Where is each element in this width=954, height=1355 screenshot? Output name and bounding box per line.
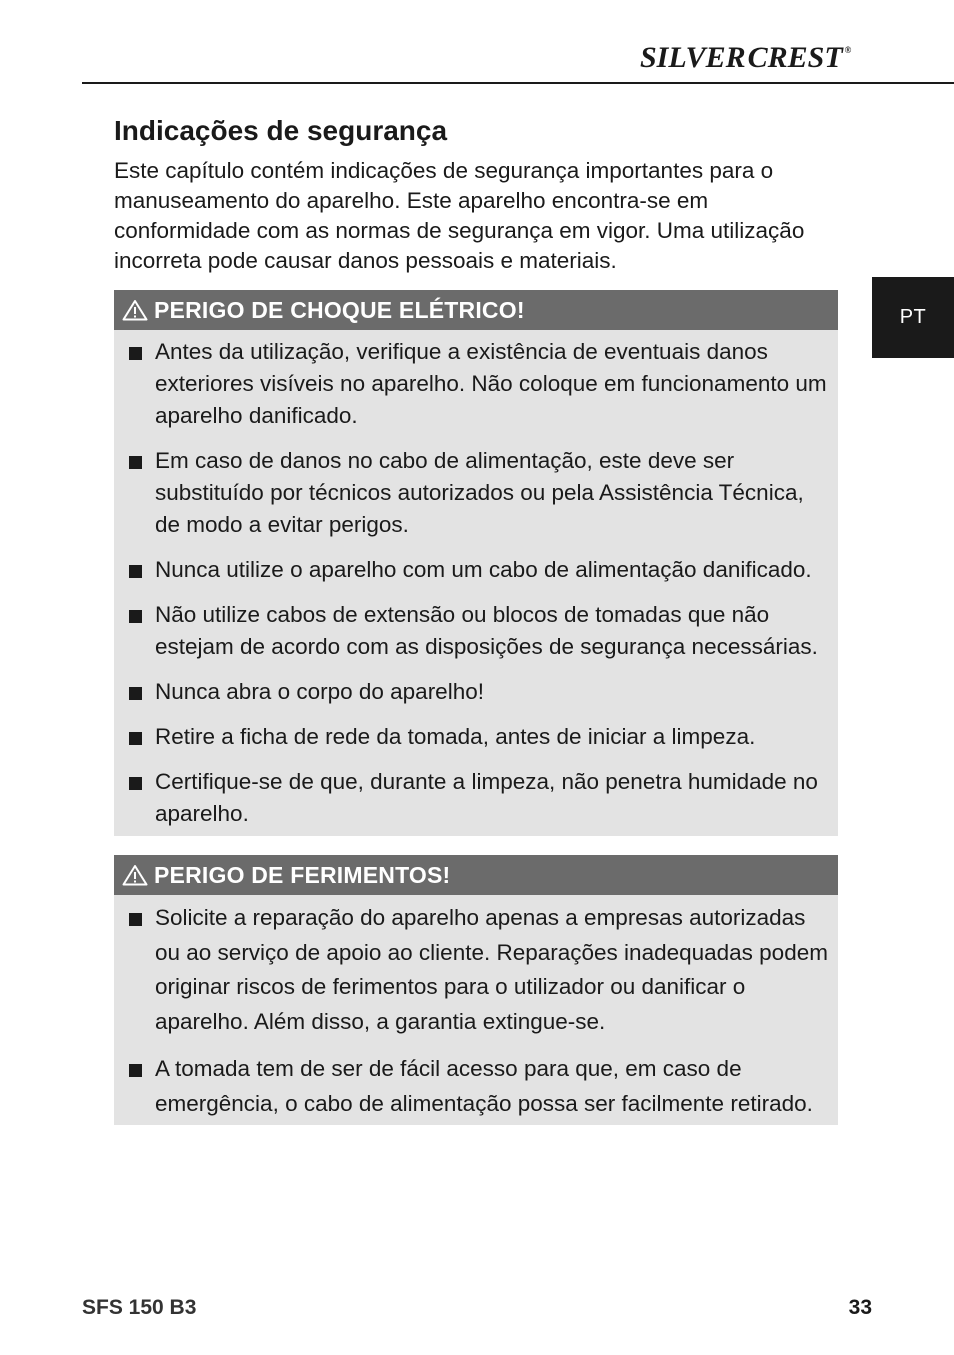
list-item-text: Antes da utilização, verifique a existência de eventuais danos exteriores visíveis no aparelho. Não coloque em funcionamento um aparelho danificado. (155, 339, 827, 428)
svg-text:SILVERCREST®: SILVERCREST ® (640, 41, 852, 74)
list-item (114, 336, 838, 432)
bullet-square-icon (129, 1064, 142, 1077)
list-item-text: Nunca abra o corpo do aparelho! (155, 679, 484, 704)
bullet-square-icon (129, 687, 142, 700)
warning-box-injury (114, 855, 838, 1125)
list-item (114, 766, 838, 830)
intro-paragraph: Este capítulo contém indicações de segurança importantes para o manuseamento do aparelho. Este aparelho encontra-se em conformidade com as normas de segurança em vigor. Uma utilização incorreta pode causar danos pessoais e materiais. (114, 158, 805, 273)
list-item-text: Retire a ficha de rede da tomada, antes de iniciar a limpeza. (155, 724, 756, 749)
warning-list (114, 330, 838, 830)
main-content (114, 112, 838, 1125)
bullet-square-icon (129, 610, 142, 623)
list-item (114, 445, 838, 541)
list-item-text: Nunca utilize o aparelho com um cabo de alimentação danificado. (155, 557, 812, 582)
list-item (114, 676, 838, 708)
warning-triangle-icon (122, 864, 148, 886)
list-item (114, 554, 838, 586)
list-item-text: Solicite a reparação do aparelho apenas a empresas autorizadas ou ao serviço de apoio ao cliente. Reparações inadequadas podem originar riscos de ferimentos para o utilizador ou danificar o aparelho. Além disso, a garantia extingue-se. (155, 905, 828, 1034)
brand-logo (640, 38, 880, 78)
language-tab-label: PT (899, 306, 927, 328)
bullet-square-icon (129, 732, 142, 745)
language-tab (872, 277, 954, 358)
list-item-text: A tomada tem de ser de fácil acesso para que, em caso de emergência, o cabo de alimentação possa ser facilmente retirado. (155, 1056, 813, 1116)
bullet-square-icon (129, 347, 142, 360)
bullet-square-icon (129, 456, 142, 469)
list-item-text: Não utilize cabos de extensão ou blocos de tomadas que não estejam de acordo com as disposições de segurança necessárias. (155, 602, 818, 659)
warning-triangle-icon (122, 299, 148, 321)
warning-header (114, 855, 838, 895)
warning-box-electric-shock (114, 290, 838, 836)
list-item (114, 1052, 838, 1121)
list-item-text: Certifique-se de que, durante a limpeza, não penetra humidade no aparelho. (155, 769, 818, 826)
list-item-text: Em caso de danos no cabo de alimentação, este deve ser substituído por técnicos autorizados ou pela Assistência Técnica, de modo a evitar perigos. (155, 448, 804, 537)
warning-title: PERIGO DE FERIMENTOS! (154, 861, 451, 888)
bullet-square-icon (129, 777, 142, 790)
list-item (114, 721, 838, 753)
footer-model-number: SFS 150 B3 (82, 1296, 197, 1319)
page-title: Indicações de segurança (114, 115, 448, 146)
header-rule (82, 82, 954, 84)
warning-title: PERIGO DE CHOQUE ELÉTRICO! (154, 296, 525, 323)
bullet-square-icon (129, 565, 142, 578)
page-number: 33 (848, 1296, 872, 1319)
list-item (114, 901, 838, 1039)
list-item (114, 599, 838, 663)
warning-list (114, 895, 838, 1121)
brand-logo-image (640, 38, 880, 78)
warning-header (114, 290, 838, 330)
bullet-square-icon (129, 913, 142, 926)
